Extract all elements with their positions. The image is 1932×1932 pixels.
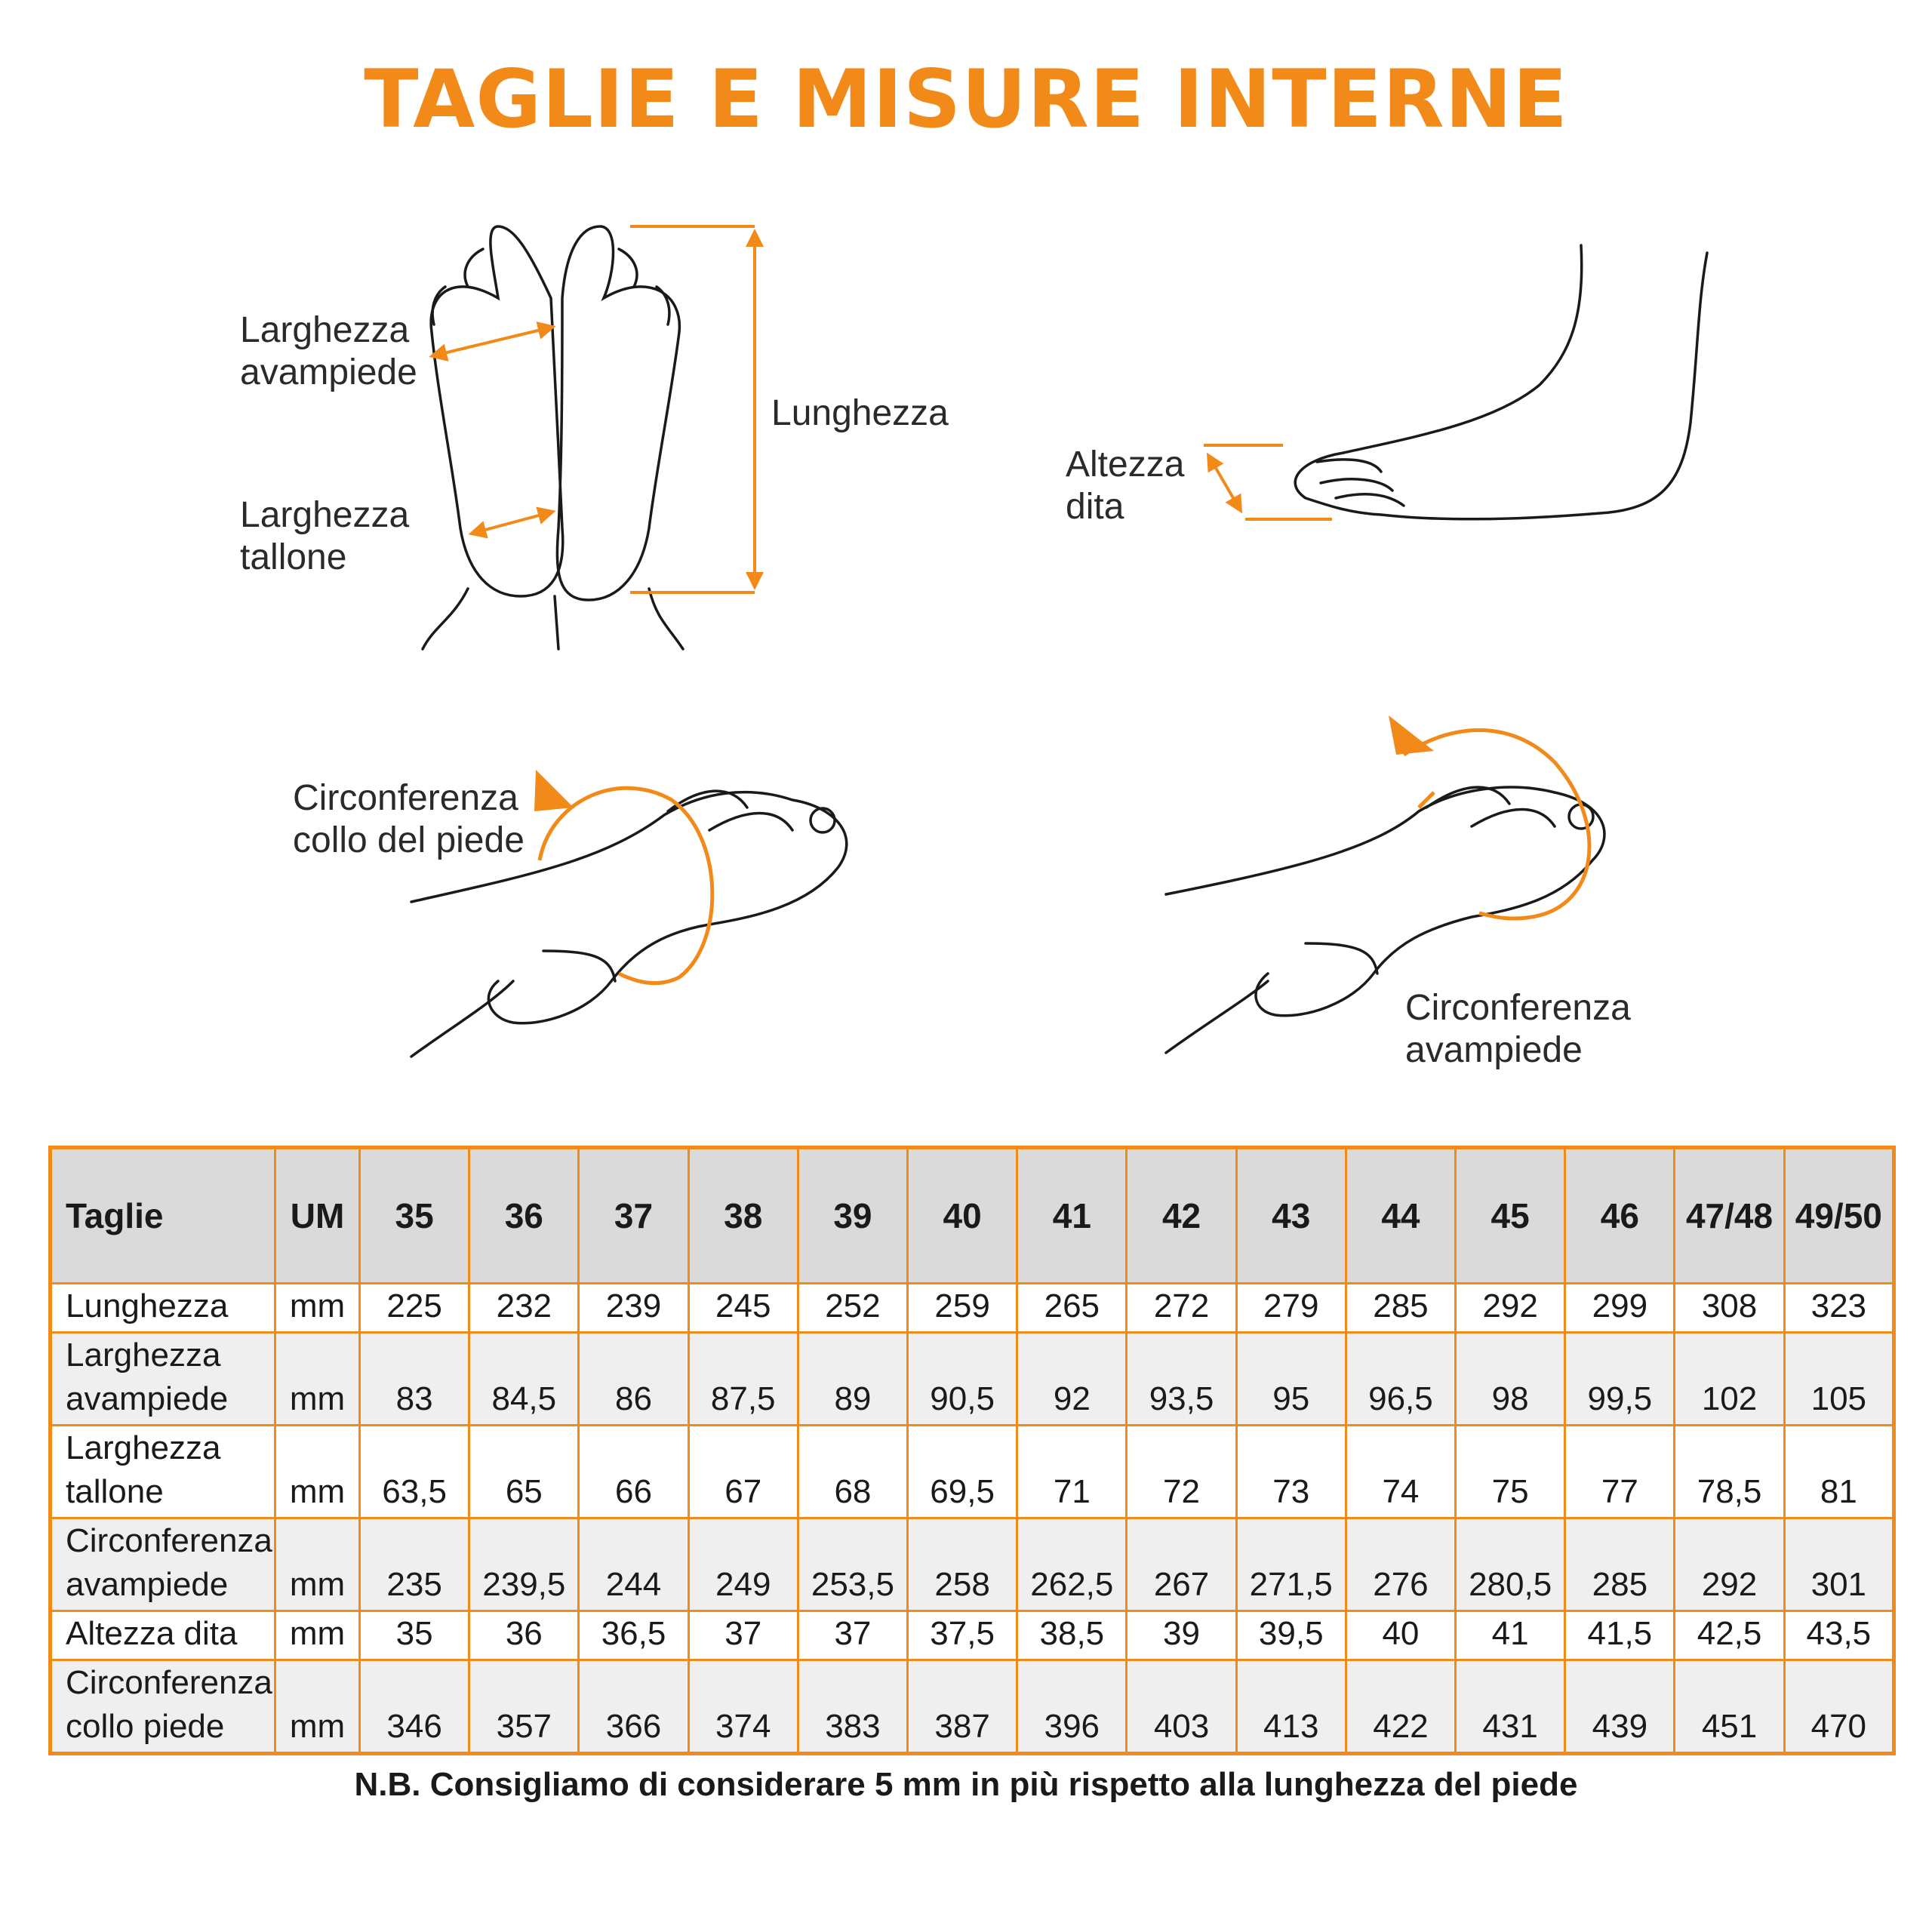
table-row <box>51 1611 1894 1660</box>
header-cell: 38 <box>688 1148 798 1284</box>
value-cell: 239,5 <box>469 1518 579 1611</box>
value-cell: 65 <box>469 1426 579 1518</box>
value-cell: 73 <box>1236 1426 1346 1518</box>
header-cell: 37 <box>579 1148 688 1284</box>
value-cell: 36 <box>469 1611 579 1660</box>
value-cell: 249 <box>688 1518 798 1611</box>
value-cell: 37 <box>688 1611 798 1660</box>
label-circonferenza-collo: Circonferenza collo del piede <box>293 778 525 860</box>
header-cell: 42 <box>1127 1148 1236 1284</box>
value-cell: 357 <box>469 1660 579 1754</box>
value-cell: 68 <box>798 1426 907 1518</box>
value-cell: 383 <box>798 1660 907 1754</box>
label-circonferenza-avampiede: Circonferenza avampiede <box>1405 988 1631 1070</box>
header-cell: 46 <box>1565 1148 1675 1284</box>
value-cell: 81 <box>1784 1426 1894 1518</box>
table-row <box>51 1660 1894 1754</box>
value-cell: 285 <box>1346 1284 1455 1333</box>
value-cell: 42,5 <box>1675 1611 1784 1660</box>
value-cell: 258 <box>908 1518 1017 1611</box>
value-cell: 89 <box>798 1333 907 1426</box>
value-cell: 276 <box>1346 1518 1455 1611</box>
value-cell: 102 <box>1675 1333 1784 1426</box>
value-cell: 39,5 <box>1236 1611 1346 1660</box>
value-cell: 265 <box>1017 1284 1127 1333</box>
unit-cell: mm <box>275 1333 360 1426</box>
header-cell: 36 <box>469 1148 579 1284</box>
table-row <box>51 1333 1894 1426</box>
side-foot-measure-lines <box>1204 445 1332 519</box>
value-cell: 252 <box>798 1284 907 1333</box>
value-cell: 41 <box>1456 1611 1565 1660</box>
label-larghezza-avampiede: Larghezza avampiede <box>240 310 417 392</box>
value-cell: 280,5 <box>1456 1518 1565 1611</box>
row-label: Larghezza tallone <box>51 1426 275 1518</box>
value-cell: 74 <box>1346 1426 1455 1518</box>
value-cell: 75 <box>1456 1426 1565 1518</box>
value-cell: 84,5 <box>469 1333 579 1426</box>
unit-cell: mm <box>275 1660 360 1754</box>
value-cell: 36,5 <box>579 1611 688 1660</box>
value-cell: 272 <box>1127 1284 1236 1333</box>
value-cell: 225 <box>360 1284 469 1333</box>
row-label: Circonferenza avampiede <box>51 1518 275 1611</box>
value-cell: 38,5 <box>1017 1611 1127 1660</box>
value-cell: 403 <box>1127 1660 1236 1754</box>
value-cell: 431 <box>1456 1660 1565 1754</box>
header-cell: 41 <box>1017 1148 1127 1284</box>
value-cell: 292 <box>1456 1284 1565 1333</box>
forefoot-circumference-arc <box>1404 731 1589 919</box>
row-label: Circonferenza collo piede <box>51 1660 275 1754</box>
value-cell: 422 <box>1346 1660 1455 1754</box>
table-header-row <box>51 1148 1894 1284</box>
value-cell: 308 <box>1675 1284 1784 1333</box>
value-cell: 37 <box>798 1611 907 1660</box>
label-larghezza-tallone: Larghezza tallone <box>240 495 410 577</box>
unit-cell: mm <box>275 1426 360 1518</box>
page-title: TAGLIE E MISURE INTERNE <box>364 53 1568 146</box>
value-cell: 40 <box>1346 1611 1455 1660</box>
value-cell: 366 <box>579 1660 688 1754</box>
value-cell: 299 <box>1565 1284 1675 1333</box>
soles-measure-lines <box>438 226 755 592</box>
row-label: Altezza dita <box>51 1611 275 1660</box>
value-cell: 396 <box>1017 1660 1127 1754</box>
value-cell: 285 <box>1565 1518 1675 1611</box>
value-cell: 90,5 <box>908 1333 1017 1426</box>
value-cell: 93,5 <box>1127 1333 1236 1426</box>
value-cell: 86 <box>579 1333 688 1426</box>
value-cell: 292 <box>1675 1518 1784 1611</box>
label-lunghezza: Lunghezza <box>771 393 949 433</box>
value-cell: 96,5 <box>1346 1333 1455 1426</box>
value-cell: 87,5 <box>688 1333 798 1426</box>
value-cell: 235 <box>360 1518 469 1611</box>
value-cell: 245 <box>688 1284 798 1333</box>
table-row <box>51 1426 1894 1518</box>
side-foot-drawing <box>1295 245 1707 519</box>
value-cell: 271,5 <box>1236 1518 1346 1611</box>
value-cell: 72 <box>1127 1426 1236 1518</box>
value-cell: 253,5 <box>798 1518 907 1611</box>
size-table <box>48 1146 1896 1755</box>
value-cell: 470 <box>1784 1660 1894 1754</box>
value-cell: 267 <box>1127 1518 1236 1611</box>
value-cell: 451 <box>1675 1660 1784 1754</box>
value-cell: 279 <box>1236 1284 1346 1333</box>
value-cell: 232 <box>469 1284 579 1333</box>
value-cell: 244 <box>579 1518 688 1611</box>
value-cell: 71 <box>1017 1426 1127 1518</box>
value-cell: 78,5 <box>1675 1426 1784 1518</box>
value-cell: 35 <box>360 1611 469 1660</box>
table-row <box>51 1284 1894 1333</box>
value-cell: 63,5 <box>360 1426 469 1518</box>
value-cell: 83 <box>360 1333 469 1426</box>
value-cell: 43,5 <box>1784 1611 1894 1660</box>
header-cell: 49/50 <box>1784 1148 1894 1284</box>
value-cell: 105 <box>1784 1333 1894 1426</box>
value-cell: 41,5 <box>1565 1611 1675 1660</box>
value-cell: 346 <box>360 1660 469 1754</box>
value-cell: 439 <box>1565 1660 1675 1754</box>
value-cell: 259 <box>908 1284 1017 1333</box>
value-cell: 77 <box>1565 1426 1675 1518</box>
header-cell: 40 <box>908 1148 1017 1284</box>
header-cell: UM <box>275 1148 360 1284</box>
value-cell: 92 <box>1017 1333 1127 1426</box>
soles-drawing <box>423 226 683 649</box>
table-body <box>51 1284 1894 1754</box>
header-cell: 47/48 <box>1675 1148 1784 1284</box>
header-cell: Taglie <box>51 1148 275 1284</box>
value-cell: 301 <box>1784 1518 1894 1611</box>
value-cell: 262,5 <box>1017 1518 1127 1611</box>
value-cell: 374 <box>688 1660 798 1754</box>
label-altezza-dita: Altezza dita <box>1066 445 1185 527</box>
header-cell: 44 <box>1346 1148 1455 1284</box>
instep-arrow-head <box>534 770 574 811</box>
instep-circumference-arc <box>540 788 712 983</box>
value-cell: 239 <box>579 1284 688 1333</box>
value-cell: 413 <box>1236 1660 1346 1754</box>
value-cell: 95 <box>1236 1333 1346 1426</box>
row-label: Lunghezza <box>51 1284 275 1333</box>
header-cell: 35 <box>360 1148 469 1284</box>
header-cell: 39 <box>798 1148 907 1284</box>
unit-cell: mm <box>275 1518 360 1611</box>
table-row <box>51 1518 1894 1611</box>
unit-cell: mm <box>275 1611 360 1660</box>
value-cell: 66 <box>579 1426 688 1518</box>
row-label: Larghezza avampiede <box>51 1333 275 1426</box>
value-cell: 39 <box>1127 1611 1236 1660</box>
header-cell: 45 <box>1456 1148 1565 1284</box>
value-cell: 67 <box>688 1426 798 1518</box>
unit-cell: mm <box>275 1284 360 1333</box>
value-cell: 323 <box>1784 1284 1894 1333</box>
value-cell: 98 <box>1456 1333 1565 1426</box>
value-cell: 387 <box>908 1660 1017 1754</box>
value-cell: 69,5 <box>908 1426 1017 1518</box>
value-cell: 99,5 <box>1565 1333 1675 1426</box>
forefoot-arrow-head <box>1389 715 1434 755</box>
header-cell: 43 <box>1236 1148 1346 1284</box>
footnote: N.B. Consigliamo di considerare 5 mm in più rispetto alla lunghezza del piede <box>354 1766 1578 1803</box>
value-cell: 37,5 <box>908 1611 1017 1660</box>
